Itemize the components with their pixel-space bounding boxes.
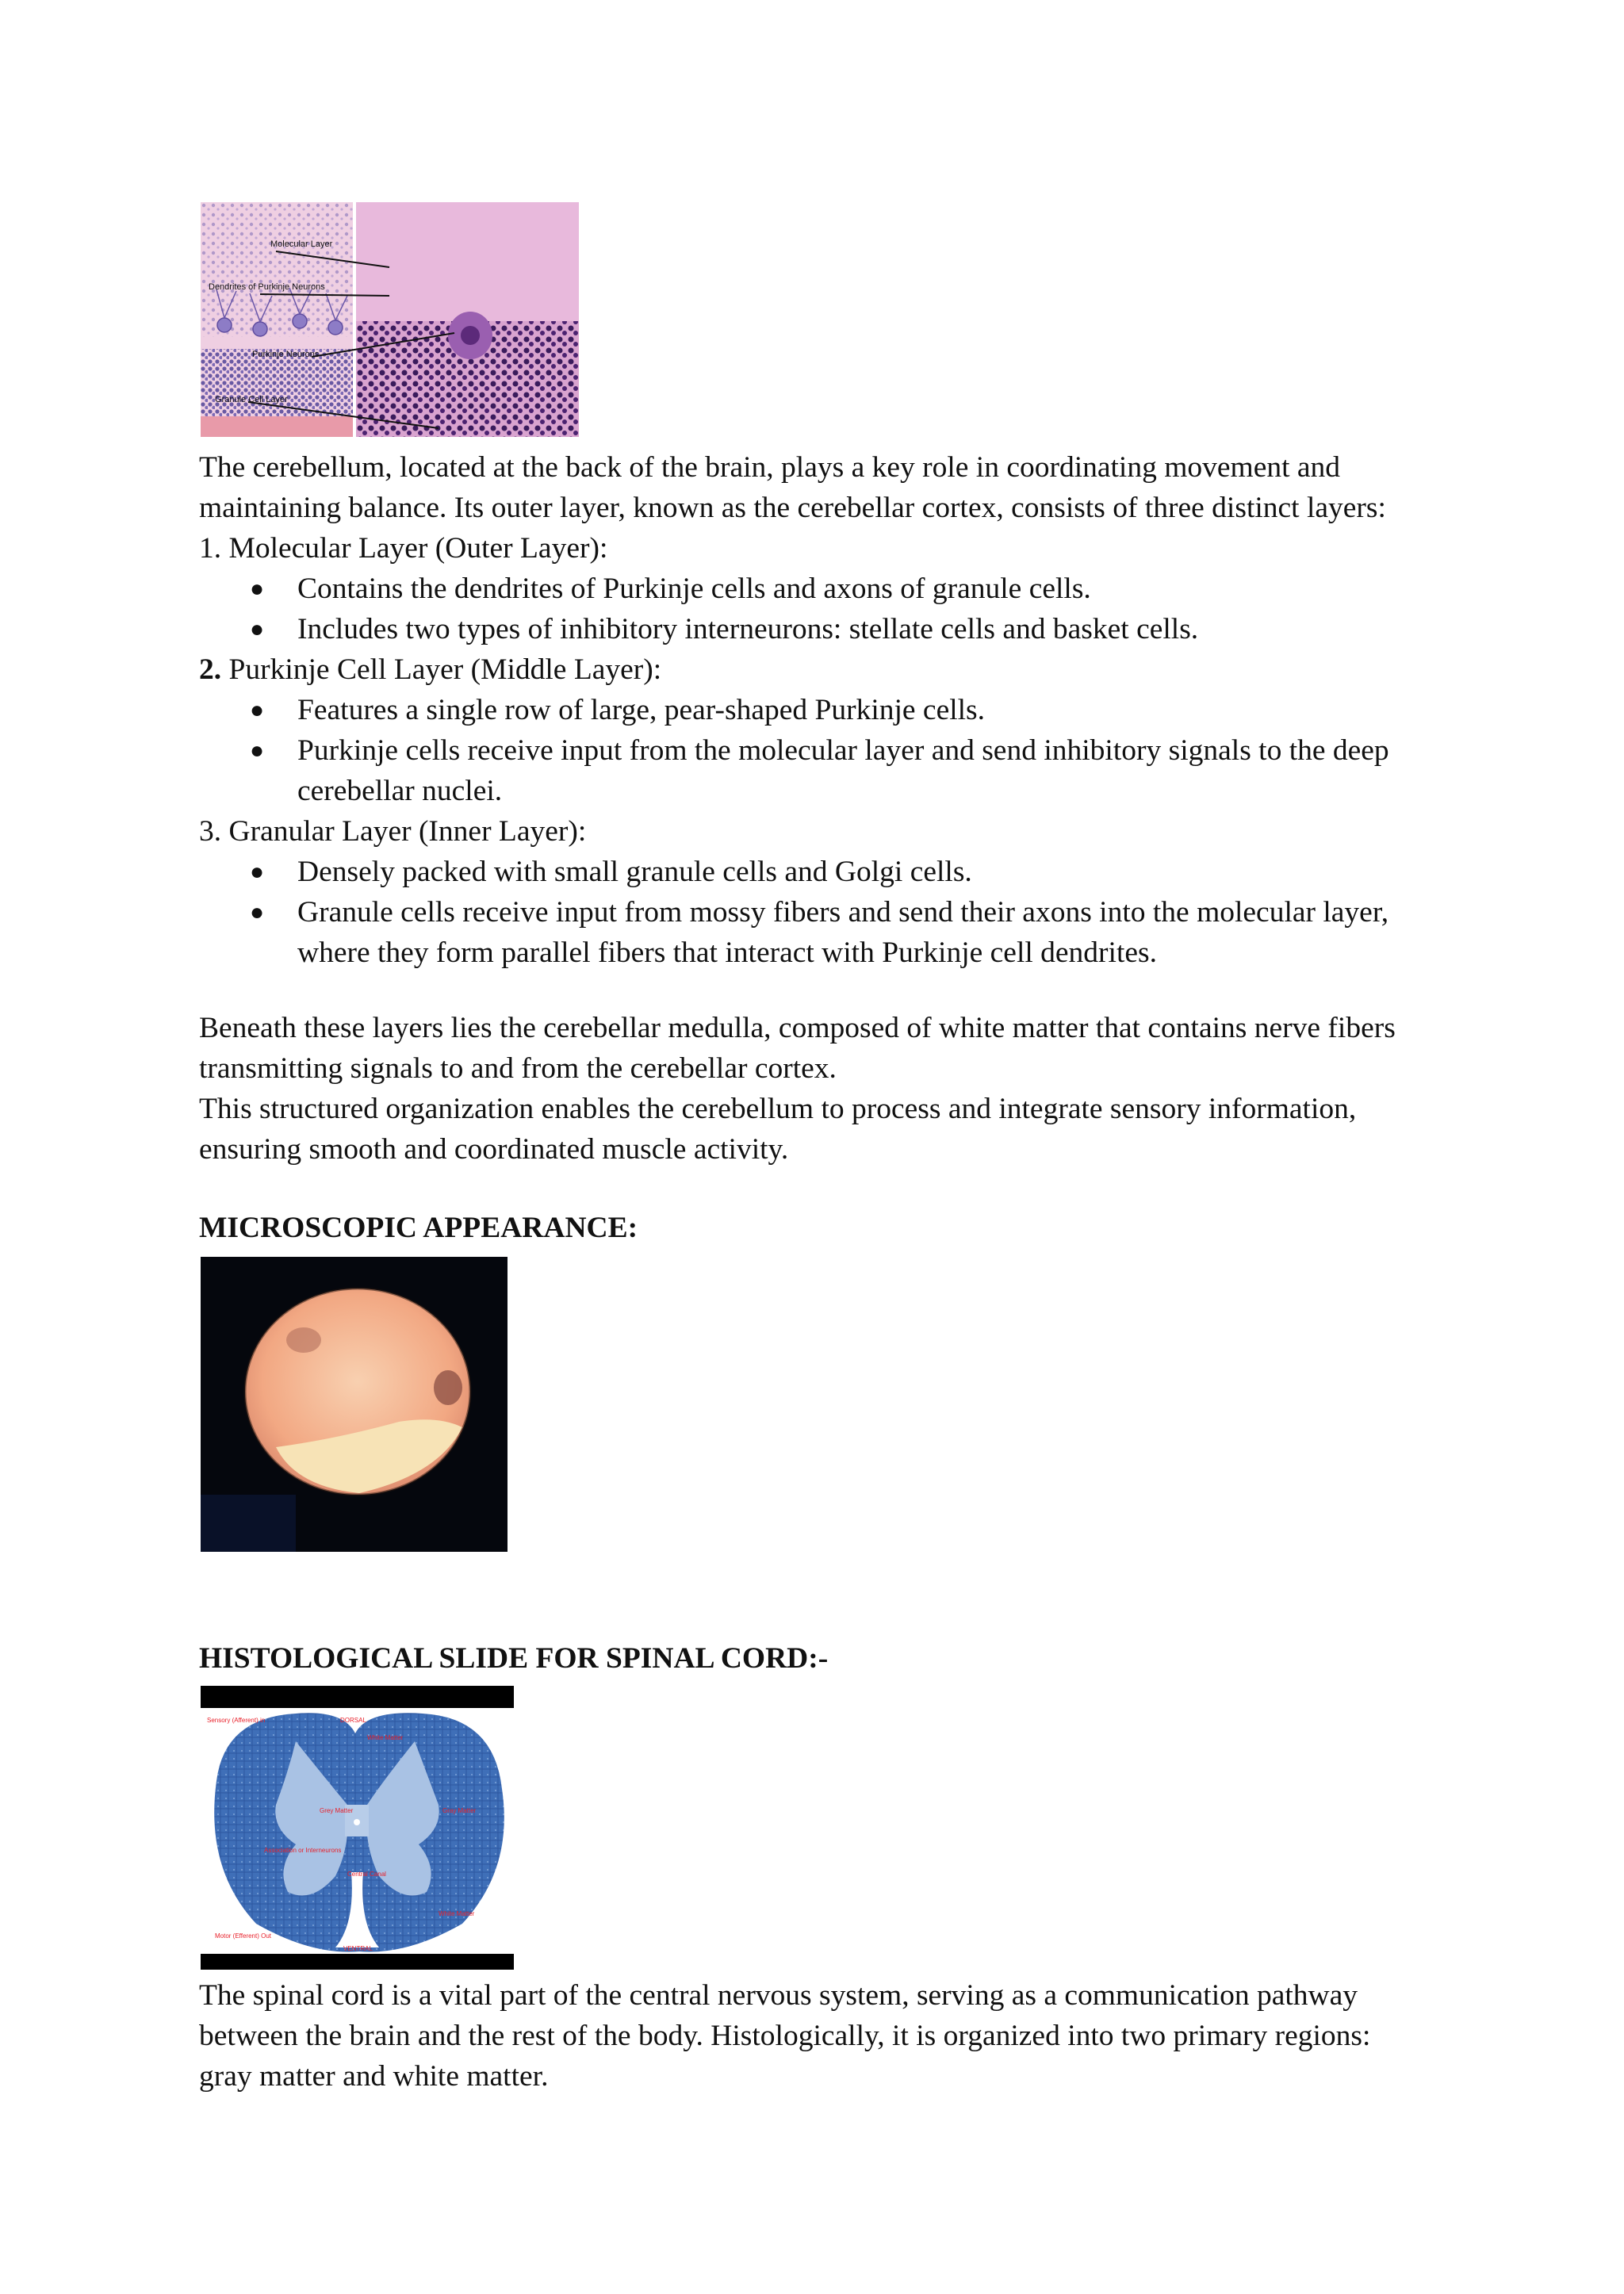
list-item (199, 569, 1468, 609)
figure1-label-1: Dendrites of Purkinje Neurons (209, 282, 325, 292)
layer-name: Molecular Layer (Outer Layer): (221, 532, 608, 565)
list-item (199, 690, 1468, 730)
figure3-label-4: Gray Matter (442, 1807, 477, 1814)
bullet-icon: ● (250, 899, 265, 925)
figure1-label-2: Purkinje Neurons (252, 350, 320, 359)
bullet-icon: ● (250, 576, 265, 602)
spinal-paragraph (199, 1975, 1436, 2097)
microscope-view-image (201, 1257, 508, 1552)
bullet-text: Densely packed with small granule cells and Golgi cells. (297, 856, 972, 888)
medulla-paragraph (199, 1008, 1436, 1170)
figure3-label-5: Association or Interneurons (264, 1847, 342, 1854)
intro-line: maintaining balance. Its outer layer, known as the cerebellar cortex, consists of three distinct layers: (199, 492, 1386, 524)
figure3-label-0: Sensory (Afferent) in (207, 1717, 266, 1724)
figure3-label-6: Central Canal (347, 1871, 386, 1878)
spinal-heading: HISTOLOGICAL SLIDE FOR SPINAL CORD:- (199, 1642, 829, 1675)
figure3-label-1: DORSAL (340, 1717, 366, 1724)
medulla-line: ensuring smooth and coordinated muscle activity. (199, 1133, 789, 1166)
bullet-text: Purkinje cells receive input from the molecular layer and send inhibitory signals to the deep (297, 734, 1389, 767)
figure3-label-9: White Matter (439, 1910, 475, 1917)
figure1-label-3: Granule Cell Layer (215, 395, 288, 404)
spinal-line: between the brain and the rest of the body. Histologically, it is organized into two primary regions: (199, 2020, 1371, 2052)
bullet-icon: ● (250, 737, 265, 764)
intro-line: The cerebellum, located at the back of the brain, plays a key role in coordinating movement and (199, 451, 1341, 484)
bullet-icon: ● (250, 616, 265, 642)
bullet-text: Granule cells receive input from mossy fibers and send their axons into the molecular layer, (297, 896, 1389, 929)
bullet-text: Includes two types of inhibitory interneurons: stellate cells and basket cells. (297, 613, 1199, 645)
spinal-cord-slide-image (201, 1686, 514, 1970)
bullet-icon: ● (250, 859, 265, 885)
microscopic-heading: MICROSCOPIC APPEARANCE: (199, 1212, 638, 1244)
layer-title (199, 528, 1468, 569)
bullet-text: where they form parallel fibers that interact with Purkinje cell dendrites. (297, 936, 1157, 969)
bullet-text: Features a single row of large, pear-shaped Purkinje cells. (297, 694, 986, 726)
list-item (199, 852, 1468, 892)
layer-name: Purkinje Cell Layer (Middle Layer): (221, 653, 662, 686)
medulla-line: This structured organization enables the cerebellum to process and integrate sensory information, (199, 1093, 1357, 1125)
spinal-line: gray matter and white matter. (199, 2060, 549, 2093)
layer-title (199, 811, 1468, 852)
layers-list (199, 528, 1468, 973)
spinal-line: The spinal cord is a vital part of the central nervous system, serving as a communication pathway (199, 1979, 1358, 2012)
layer-name: Granular Layer (Inner Layer): (221, 815, 587, 848)
medulla-line: Beneath these layers lies the cerebellar medulla, composed of white matter that contains nerve fibers (199, 1012, 1396, 1044)
cerebellum-histology-image (201, 202, 579, 437)
figure3-label-3: Grey Matter (320, 1807, 354, 1814)
layer-number: 2. (199, 653, 222, 686)
intro-paragraph (199, 447, 1436, 528)
bullet-icon: ● (250, 697, 265, 723)
list-item (199, 892, 1468, 973)
list-item (199, 730, 1468, 811)
layer-number: 3. (199, 815, 222, 848)
medulla-line: transmitting signals to and from the cerebellar cortex. (199, 1052, 837, 1085)
bullet-text: cerebellar nuclei. (297, 775, 503, 807)
bullet-text: Contains the dendrites of Purkinje cells and axons of granule cells. (297, 573, 1091, 605)
figure3-label-7: Motor (Efferent) Out (215, 1932, 271, 1940)
layer-number: 1. (199, 532, 222, 565)
figure3-label-8: VENTRAL (343, 1945, 373, 1952)
list-item (199, 609, 1468, 649)
figure3-label-2: White Matter (367, 1734, 404, 1741)
layer-title (199, 649, 1468, 690)
figure1-label-0: Molecular Layer (270, 239, 333, 249)
